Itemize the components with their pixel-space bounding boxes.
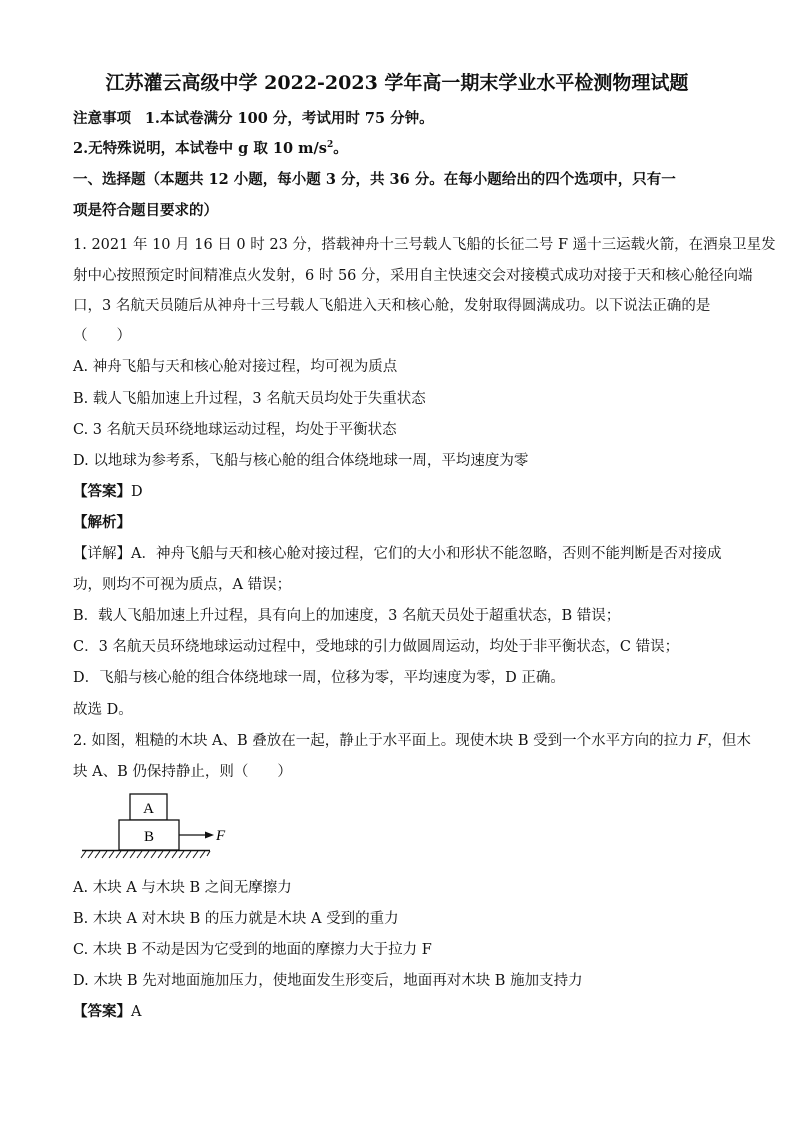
- blocks-figure: [78, 790, 248, 862]
- q1-detail-line: 功，则均不可视为质点，A 错误；: [73, 577, 292, 593]
- q2-stem-line-1: [73, 731, 751, 751]
- q1-detail-line: C．3 名航天员环绕地球运动过程中，受地球的引力做圆周运动，均处于非平衡状态，C 错误；: [73, 639, 680, 655]
- analysis-label: 【解析】: [73, 514, 131, 531]
- block-a-label: A: [143, 801, 154, 817]
- q1-detail-line: B．载人飞船加速上升过程，具有向上的加速度，3 名航天员处于超重状态，B 错误；: [73, 608, 621, 624]
- q1-stem-line: （ ）: [73, 328, 131, 344]
- answer-label: 【答案】: [73, 483, 131, 500]
- q2-stem-text: 2. 如图，粗糙的木块 A、B 叠放在一起，静止于水平面上。现使木块 B 受到一个水平方向的拉力: [73, 733, 698, 749]
- q1-answer: [73, 482, 733, 502]
- q2-option-b: B. 木块 A 对木块 B 的压力就是木块 A 受到的重力: [73, 911, 399, 927]
- q1-stem-line: 口，3 名航天员随后从神舟十三号载人飞船进入天和核心舱，发射取得圆满成功。以下说法正确的是: [73, 298, 711, 314]
- notes-text-2-end: 。: [333, 140, 348, 157]
- q2-option-a: A. 木块 A 与木块 B 之间无摩擦力: [73, 880, 292, 896]
- notes-line-1: [73, 109, 733, 129]
- notes-text-1: 1.本试卷满分 100 分，考试用时 75 分钟。: [144, 110, 434, 127]
- q1-option-d: D. 以地球为参考系，飞船与核心舱的组合体绕地球一周，平均速度为零: [73, 453, 529, 469]
- section-heading-1: 一、选择题（本题共 12 小题，每小题 3 分，共 36 分。在每小题给出的四个选项中，只有一: [73, 171, 676, 188]
- q1-stem-line: 1. 2021 年 10 月 16 日 0 时 23 分，搭载神舟十三号载人飞船的长征二号 F 遥十三运载火箭，在酒泉卫星发: [73, 237, 776, 253]
- q1-analysis: [73, 513, 733, 533]
- q1-detail-line: 【详解】A．神舟飞船与天和核心舱对接过程，它们的大小和形状不能忽略，否则不能判断是否对接成: [73, 546, 722, 562]
- ground-hatching: [81, 851, 210, 858]
- answer-value: A: [131, 1004, 142, 1020]
- force-variable: F: [697, 733, 708, 749]
- q1-option-a: A. 神舟飞船与天和核心舱对接过程，均可视为质点: [73, 359, 398, 375]
- q2-option-c: C. 木块 B 不动是因为它受到的地面的摩擦力大于拉力 F: [73, 942, 432, 958]
- notes-label: 注意事项: [73, 110, 131, 127]
- q2-answer: [73, 1002, 733, 1022]
- page-title: 江苏灌云高级中学 2022-2023 学年高一期末学业水平检测物理试题: [105, 72, 689, 94]
- answer-label: 【答案】: [73, 1003, 131, 1020]
- q2-stem-line-2: 块 A、B 仍保持静止，则（ ）: [73, 764, 292, 780]
- notes-text-2: 2.无特殊说明，本试卷中 g 取 10 m/s: [73, 140, 327, 157]
- q1-stem-line: 射中心按照预定时间精准点火发射，6 时 56 分，采用自主快速交会对接模式成功对接于天和核心舱径向端: [73, 268, 753, 284]
- force-label: F: [216, 828, 226, 844]
- q2-option-d: D. 木块 B 先对地面施加压力，使地面发生形变后，地面再对木块 B 施加支持力: [73, 973, 583, 989]
- force-arrow-head: [205, 832, 214, 839]
- answer-value: D: [131, 484, 143, 500]
- q1-detail-line: 故选 D。: [73, 702, 133, 718]
- section-heading-2: 项是符合题目要求的）: [73, 202, 218, 219]
- q1-option-c: C. 3 名航天员环绕地球运动过程，均处于平衡状态: [73, 422, 397, 438]
- q1-detail-line: D．飞船与核心舱的组合体绕地球一周，位移为零，平均速度为零，D 正确。: [73, 670, 565, 686]
- block-b-label: B: [143, 829, 155, 845]
- notes-superscript: 2: [326, 140, 334, 151]
- q1-option-b: B. 载人飞船加速上升过程，3 名航天员均处于失重状态: [73, 391, 426, 407]
- notes-line-2: [73, 139, 733, 159]
- q2-stem-text-end: ，但木: [707, 733, 751, 749]
